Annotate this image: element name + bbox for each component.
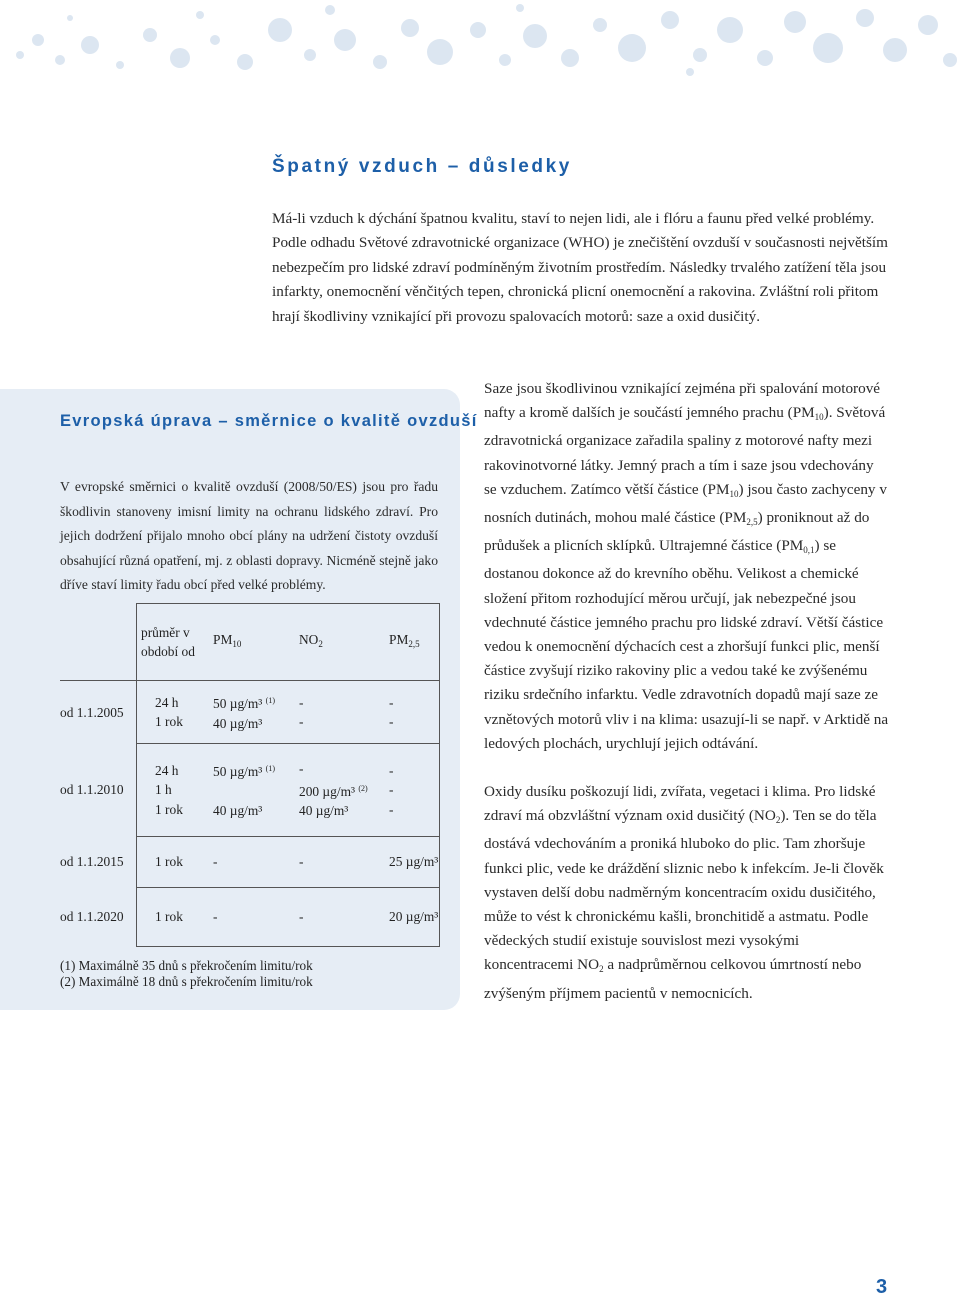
row-no2: - 200 µg/m³ $^{(2)}$ 40 µg/m³ [295, 744, 385, 837]
right-column [484, 377, 889, 1006]
row-period: 24 h 1 rok [137, 681, 210, 744]
row-no2: - - [295, 681, 385, 744]
row-date: od 1.1.2010 [60, 782, 124, 798]
table-row [60, 744, 440, 837]
table-header-row [60, 604, 440, 681]
row-pm10: - [209, 837, 295, 888]
row-period: 24 h 1 h 1 rok [137, 744, 210, 837]
emission-limits-table [60, 603, 440, 947]
row-pm25: - - [385, 681, 440, 744]
row-period: 1 rok [137, 888, 210, 947]
row-date: od 1.1.2005 [60, 704, 124, 720]
table-footnotes [60, 958, 313, 990]
header-no2: $NO_2$ [295, 604, 385, 681]
panel-title: Evropská úprava – směrnice o kvalitě ovzduší [60, 412, 478, 430]
table-row [60, 837, 440, 888]
row-no2: - [295, 888, 385, 947]
row-pm25: - - - [385, 744, 440, 837]
header-period: průměr v období od [137, 604, 210, 681]
row-pm10: 50 µg/m³ $^{(1)}$ 40 µg/m³ [209, 681, 295, 744]
paragraph-nitrogen-oxides: Oxidy dusíku poškozují lidi, zvířata, vegetaci i klima. Pro lidské zdraví má obzvláštní význam oxid dusičitý $(NO_2)$. Ten se do těla dostává vdechováním a proniká hluboko do plic. Tam zhoršuje funkci plic, vede ke dráždění sliznic nebo k infekcím. Je-li člověk vystaven delší dobu nadměrným koncentracím oxidu dusičitého, může to vést k chronickému kašli, bronchitidě a astmatu. Podle vědeckých studií existuje souvislost mezi vysokými koncentracemi $NO_2$ a nadprůměrnou celkovou úmrtností nebo zvýšeným příjmem pacientů v nemocnicích. [484, 783, 884, 1002]
row-date: od 1.1.2020 [60, 909, 124, 925]
page-number: 3 [876, 1276, 888, 1298]
table-row [60, 681, 440, 744]
row-no2: - [295, 837, 385, 888]
paragraph-soot: Saze jsou škodlivinou vznikající zejména při spalování motorové nafty a kromě dalších je součástí jemného prachu $(PM_{10})$. Světová zdravotnická organizace zařadila spaliny z motorové nafty mezi rakovinotvorné látky. Jemný prach a tím i saze jsou vdechovány se vzduchem. Zatímco větší částice $(PM_{10})$ jsou často zachyceny v nosních dutinách, mohou malé částice $(PM_{2,5})$ proniknout až do průdušek a plicních sklípků. Ultrajemné částice $(PM_{0,1})$ se dostanou dokonce až do krevního oběhu. Velikost a chemické složení přitom rozhodující měrou určují, jak nebezpečné jsou vdechnuté částice jemného prachu pro lidské zdraví. Větší částice vedou k onemocnění dýchacích cest a zhoršují funkci plic, menší částice zvyšují riziko rakoviny plic a vedou také ke zvýšenému riziku srdečního infarktu. Vedle zdravotních dopadů mají saze ze vznětových motorů vliv i na klima: usazují-li se např. v Arktidě na ledových plochách, urychlují jejich odtávání. [484, 380, 889, 752]
decorative-dot-pattern [0, 0, 960, 80]
row-pm25: 25 µg/m³ [385, 837, 440, 888]
intro-paragraph: Má-li vzduch k dýchání špatnou kvalitu, staví to nejen lidi, ale i flóru a faunu před velké problémy. Podle odhadu Světové zdravotnické organizace (WHO) je znečištění ovzduší v současnosti největším nebezpečím pro lidské zdraví podmíněným životním prostředím. Následky trvalého zatížení těla jsou infarkty, onemocnění věnčitých tepen, chronická plicní onemocnění a rakovina. Zvláštní roli přitom hrají škodliviny vznikající při provozu spalovacích motorů: saze a oxid dusičitý. [272, 210, 888, 325]
panel-text: V evropské směrnici o kvalitě ovzduší (2008/50/ES) jsou pro řadu škodlivin stanoveny imisní limity na ochranu lidského zdraví. Pro jejich dodržení přijalo mnoho obcí plány na udržení čistoty ovzduší obsahující různá opatření, mj. z oblasti dopravy. Nicméně stejně jako dříve staví limity řadu obcí před velké problémy. [60, 479, 438, 592]
header-empty-cell [60, 604, 137, 681]
table-row [60, 888, 440, 947]
row-period: 1 rok [137, 837, 210, 888]
header-pm10: $PM_{10}$ [209, 604, 295, 681]
row-pm10: - [209, 888, 295, 947]
row-pm25: 20 µg/m³ [385, 888, 440, 947]
row-pm10: 50 µg/m³ $^{(1)}$ 40 µg/m³ [209, 744, 295, 837]
section-heading: Špatný vzduch – důsledky [272, 156, 572, 177]
header-pm25: $PM_{2,5}$ [385, 604, 440, 681]
footnote-1: (1) Maximálně 35 dnů s překročením limitu/rok [60, 958, 313, 973]
row-date: od 1.1.2015 [60, 854, 124, 870]
footnote-2: (2) Maximálně 18 dnů s překročením limitu/rok [60, 974, 313, 989]
